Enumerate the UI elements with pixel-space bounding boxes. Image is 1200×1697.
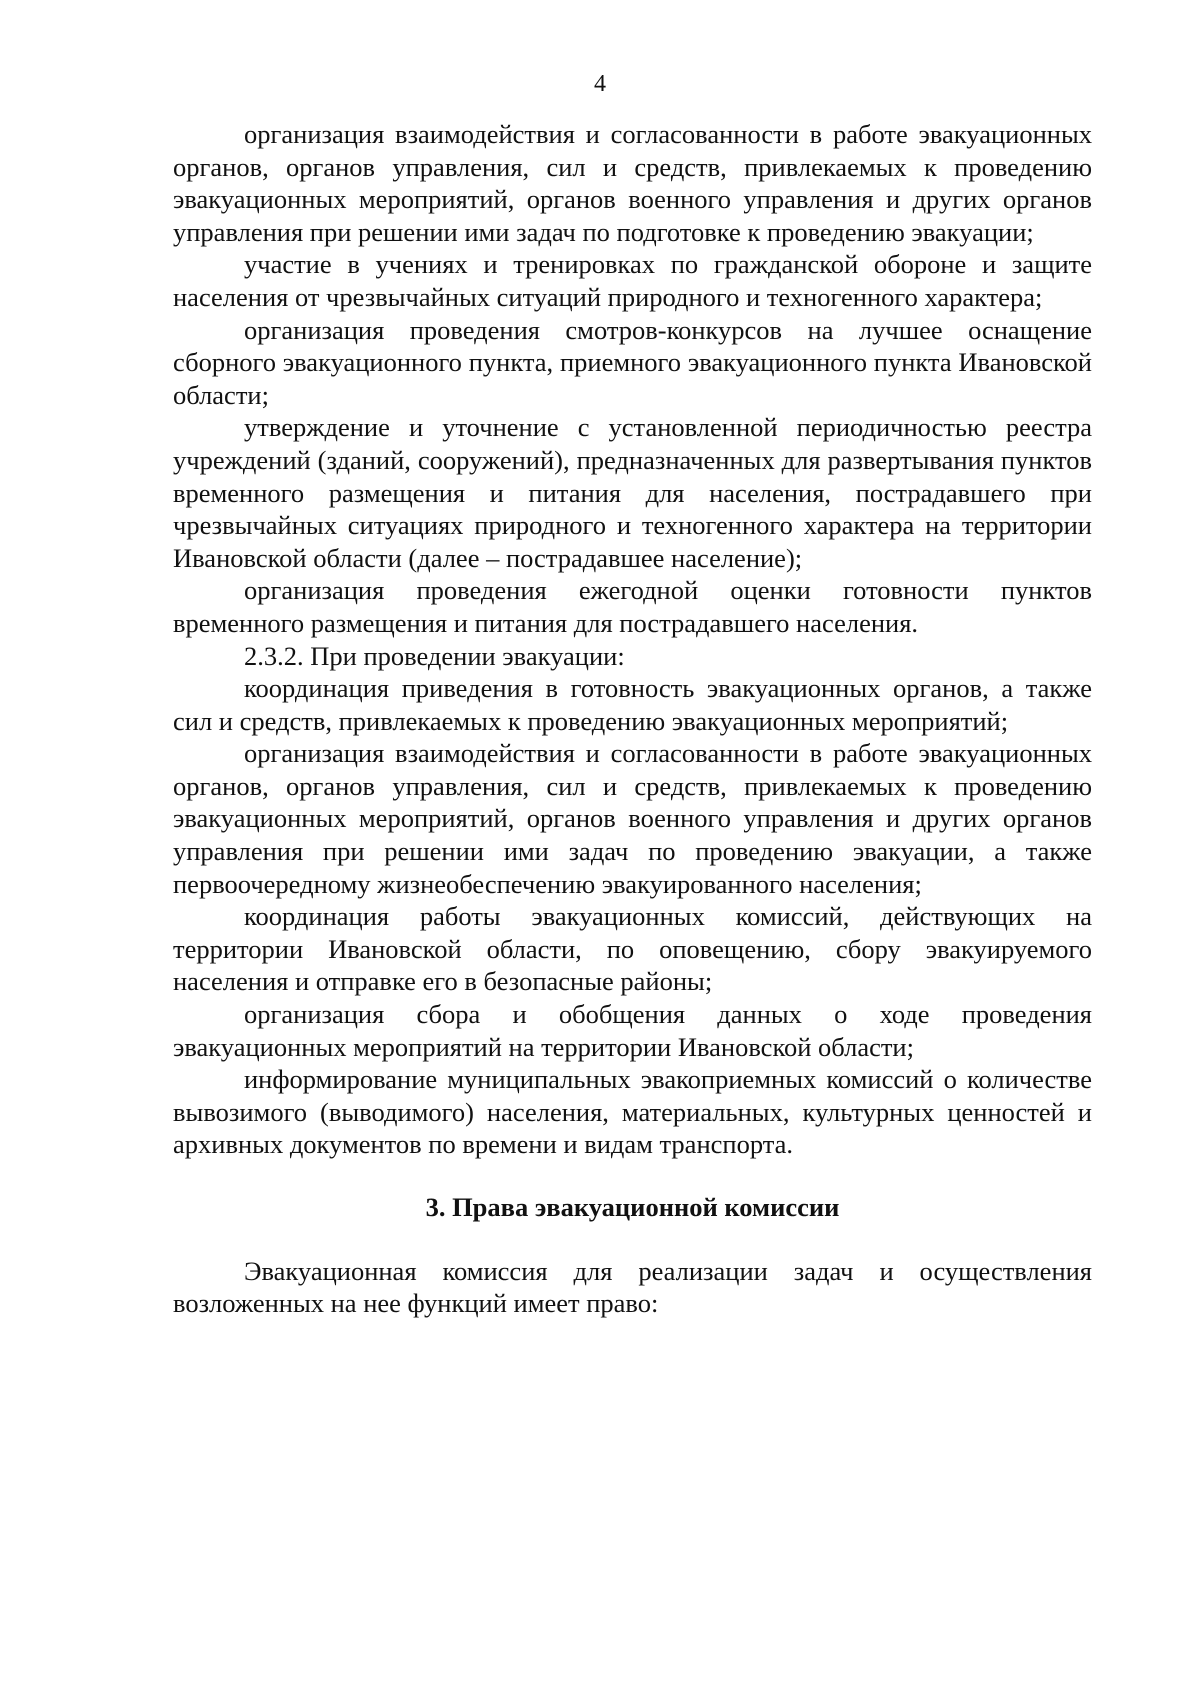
document-body: [173, 118, 1092, 1320]
paragraph: организация взаимодействия и согласованности в работе эвакуационных органов, органов управления, сил и средств, привлекаемых к проведению эвакуационных мероприятий, органов военного управления и других органов управления при решении ими задач по подготовке к проведению эвакуации;: [173, 119, 1092, 247]
paragraph: утверждение и уточнение с установленной периодичностью реестра учреждений (зданий, сооружений), предназначенных для развертывания пунктов временного размещения и питания для населения, пострадавшего при чрезвычайных ситуациях природного и техногенного характера на территории Ивановской области (далее – пострадавшее население);: [173, 412, 1092, 573]
page-number: 4: [594, 71, 606, 97]
subsection-title: 2.3.2. При проведении эвакуации:: [244, 640, 625, 671]
section-heading: 3. Права эвакуационной комиссии: [425, 1192, 840, 1222]
paragraph: информирование муниципальных эвакоприемных комиссий о количестве вывозимого (выводимого) населения, материальных, культурных ценностей и архивных документов по времени и видам транспорта.: [173, 1064, 1092, 1160]
paragraph: координация приведения в готовность эвакуационных органов, а также сил и средств, привлекаемых к проведению эвакуационных мероприятий;: [173, 673, 1092, 736]
paragraph: организация проведения ежегодной оценки готовности пунктов временного размещения и питания для пострадавшего населения.: [173, 575, 1092, 638]
paragraph: организация взаимодействия и согласованности в работе эвакуационных органов, органов управления, сил и средств, привлекаемых к проведению эвакуационных мероприятий, органов военного управления и других органов управления при решении ими задач по проведению эвакуации, а также первоочередному жизнеобеспечению эвакуированного населения;: [173, 738, 1092, 899]
paragraph: участие в учениях и тренировках по гражданской обороне и защите населения от чрезвычайных ситуаций природного и техногенного характера;: [173, 249, 1092, 312]
paragraph: Эвакуационная комиссия для реализации задач и осуществления возложенных на нее функций имеет право:: [173, 1255, 1092, 1319]
paragraph: организация проведения смотров-конкурсов на лучшее оснащение сборного эвакуационного пункта, приемного эвакуационного пункта Ивановской области;: [173, 314, 1092, 410]
paragraph: организация сбора и обобщения данных о ходе проведения эвакуационных мероприятий на территории Ивановской области;: [173, 999, 1092, 1062]
paragraph: координация работы эвакуационных комиссий, действующих на территории Ивановской области, по оповещению, сбору эвакуируемого населения и отправке его в безопасные районы;: [173, 901, 1092, 997]
